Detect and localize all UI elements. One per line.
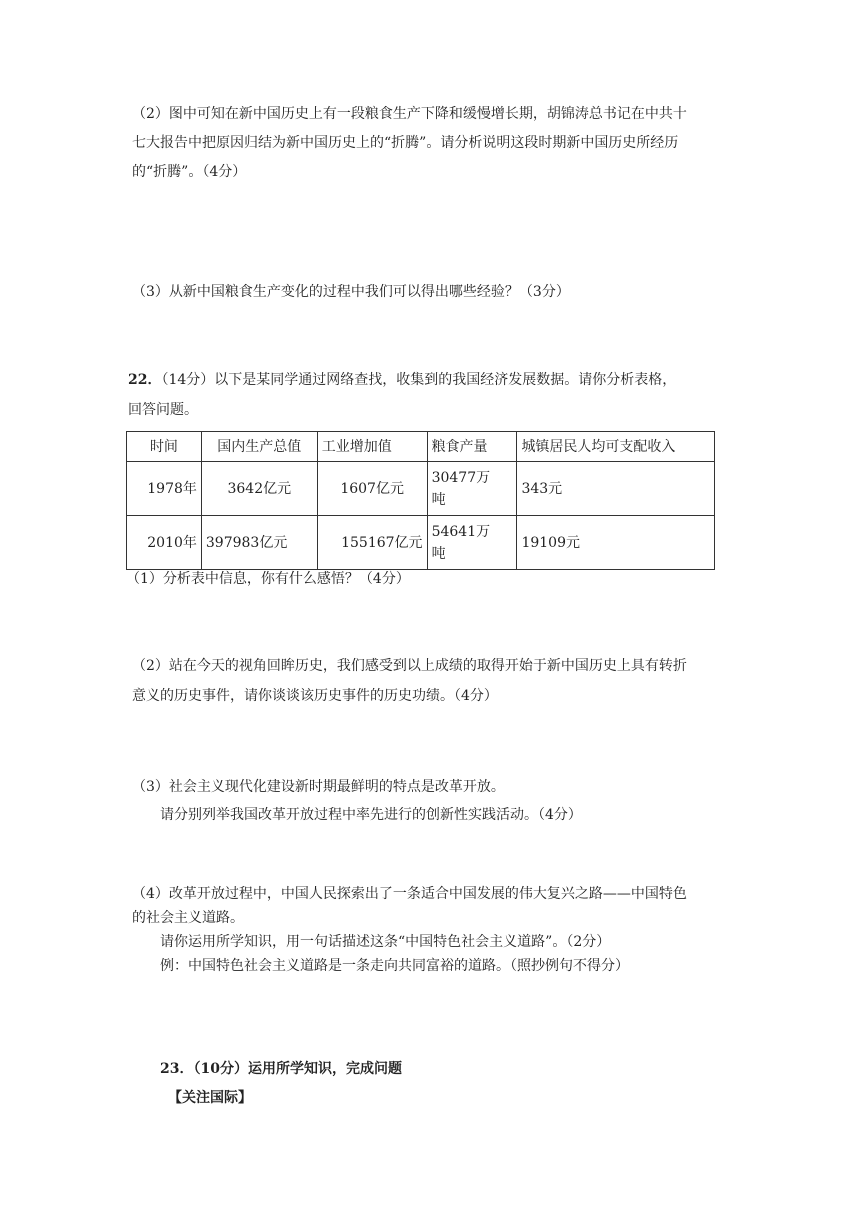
table-row [127,462,715,516]
cell-income: 343元 [517,462,715,516]
header-cell-income: 城镇居民人均可支配收入 [517,432,715,462]
cell-gdp: 3642亿元 [201,462,317,516]
q22-part2-line1: （2）站在今天的视角回眸历史，我们感受到以上成绩的取得开始于新中国历史上具有转折 [132,658,687,674]
cell-grain-line1: 54641万 [431,523,491,540]
cell-grain [427,462,517,516]
q22-part1: （1）分析表中信息，你有什么感悟？（4分） [126,571,410,587]
q23-section-title: 【关注国际】 [168,1090,252,1106]
q23-heading: 23．（10分）运用所学知识，完成问题 [160,1061,402,1077]
q22-part4-line4: 例：中国特色社会主义道路是一条走向共同富裕的道路。（照抄例句不得分） [160,958,629,974]
cell-year: 1978年 [127,462,202,516]
q22-part4-line1: （4）改革开放过程中，中国人民探索出了一条适合中国发展的伟大复兴之路——中国特色 [132,886,687,902]
cell-grain-line1: 30477万 [431,469,491,486]
cell-industry: 1607亿元 [317,462,427,516]
cell-grain-line2: 吨 [431,491,446,508]
q22-intro-line1 [128,366,676,394]
header-cell-grain: 粮食产量 [427,432,517,462]
q22-part3-line2: 请分别列举我国改革开放过程中率先进行的创新性实践活动。（4分） [160,807,582,823]
q22-part4-line3: 请你运用所学知识，用一句话描述这条“中国特色社会主义道路”。（2分） [160,934,611,950]
cell-grain-line2: 吨 [431,545,446,562]
header-cell-gdp: 国内生产总值 [201,432,317,462]
q21-part2-line2: 七大报告中把原因归结为新中国历史上的“折腾”。请分析说明这段时期新中国历史所经历 [132,135,679,151]
q22-intro-text: （14分）以下是某同学通过网络查找，收集到的我国经济发展数据。请你分析表格， [161,372,677,388]
cell-year: 2010年 [127,516,202,570]
table-row [127,516,715,570]
cell-gdp: 397983亿元 [201,516,317,570]
cell-industry: 155167亿元 [317,516,427,570]
cell-income: 19109元 [517,516,715,570]
q21-part2-line1: （2）图中可知在新中国历史上有一段粮食生产下降和缓慢增长期，胡锦涛总书记在中共十 [132,106,687,122]
q22-number: 22． [128,372,162,388]
q22-part4-line2: 的社会主义道路。 [132,910,244,926]
cell-grain [427,516,517,570]
q21-part3: （3）从新中国粮食生产变化的过程中我们可以得出哪些经验？（3分） [132,284,570,300]
table-header-row [127,432,715,462]
q22-part3-line1: （3）社会主义现代化建设新时期最鲜明的特点是改革开放。 [132,779,505,795]
header-cell-time: 时间 [127,432,202,462]
header-cell-industry: 工业增加值 [317,432,427,462]
economic-data-table [126,431,715,570]
q22-part2-line2: 意义的历史事件，请你谈谈该历史事件的历史功绩。（4分） [132,688,498,704]
q21-part2-line3: 的“折腾”。（4分） [132,164,247,180]
q22-intro-line2: 回答问题。 [128,402,198,418]
